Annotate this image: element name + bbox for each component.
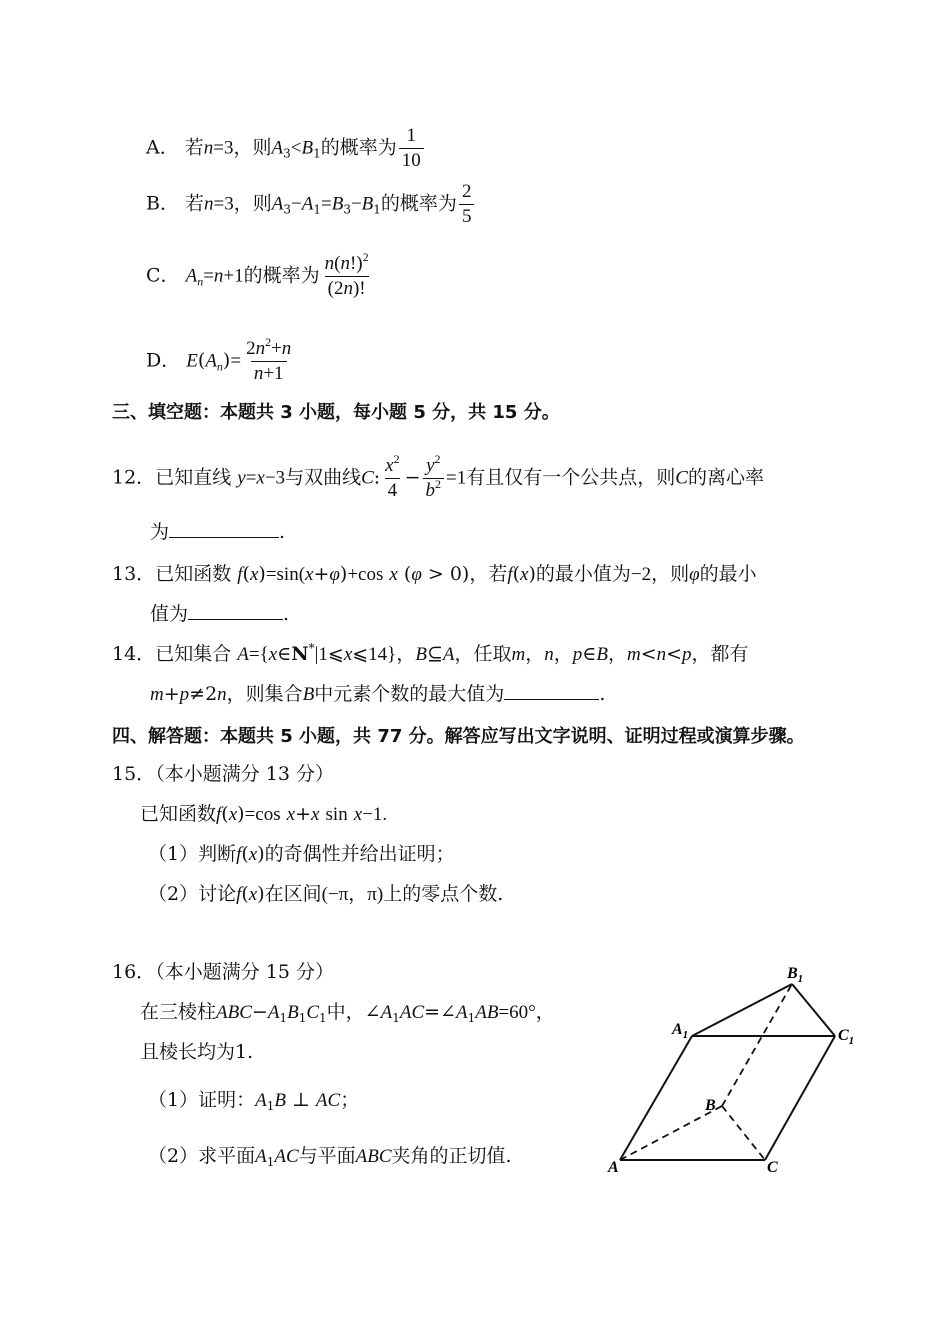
edge-cc1 <box>765 1036 835 1160</box>
edge-b1c1 <box>792 984 835 1036</box>
triangular-prism-figure <box>600 960 870 1190</box>
label-a1: $A_1$ <box>672 1021 689 1041</box>
score-note: （本小题满分 13 分） <box>155 763 334 785</box>
option-d-label: D． <box>146 349 181 372</box>
fraction-option-d: $\frac{2n^2+n}{n+1}$ <box>246 335 292 384</box>
fraction-1-10: $\frac{1}{10}$ <box>399 124 424 173</box>
option-b: B． 若n=3，则$A_3-A_1=B_3-B_1$的概率为 $\frac{2}{5}$ <box>146 180 476 229</box>
answer-blank[interactable] <box>504 681 599 700</box>
question-13-cont: 值为 . <box>150 603 290 625</box>
section-4-heading: 四、解答题：本题共 5 小题，共 77 分。解答应写出文字说明、证明过程或演算步骤。 <box>112 726 805 747</box>
question-number: 16． <box>112 961 156 983</box>
label-c1: $C_1$ <box>838 1027 855 1047</box>
answer-blank[interactable] <box>188 601 283 620</box>
option-c: C． $A_n=n+1$的概率为 $\frac{n(n!)^2}{(2n)!}$ <box>146 252 374 301</box>
question-15-stem: 已知函数f(x)=cos x+x sin x−1. <box>140 803 388 825</box>
fraction-2-5: $\frac{2}{5}$ <box>459 180 475 229</box>
question-12-cont: 为 . <box>150 521 286 543</box>
option-d: D． $E(A_n)=$ $\frac{2n^2+n}{n+1}$ <box>146 337 296 386</box>
question-16-part-1: （1）证明：$A_1B$ ⊥ AC； <box>148 1089 360 1113</box>
option-a: A． 若n=3，则$A_3<B_1$的概率为 $\frac{1}{10}$ <box>146 124 426 173</box>
question-number: 15． <box>112 763 156 785</box>
option-c-label: C． <box>146 264 180 287</box>
question-14: 14．已知集合 A={x∈N*|1⩽x⩽14}，B⊆A，任取m，n，p∈B，m<n<p，都有 <box>112 641 749 665</box>
question-13: 13．已知函数 f(x)=sin(x+φ)+cos x (φ > 0)，若f(x)的最小值为−2，则φ的最小 <box>112 563 757 585</box>
question-12: 12．已知直线 y=x−3与双曲线C: $\frac{x^2}{4}$ − $\frac{y^2}{b^2}$ =1有且仅有一个公共点，则C的离心率 <box>112 452 764 501</box>
label-b: B <box>705 1097 716 1114</box>
score-note: （本小题满分 15 分） <box>155 961 334 983</box>
label-a: A <box>608 1159 619 1176</box>
question-14-cont: m+p≠2n，则集合B中元素个数的最大值为 . <box>150 683 606 705</box>
label-b1: $B_1$ <box>787 965 804 985</box>
question-number: 13． <box>112 563 156 585</box>
question-number: 12． <box>112 466 156 489</box>
question-16-stem: 在三棱柱$ABC-A_1B_1C_1$中，$\angle A_1AC=\angle A_1AB=60^\circ$， <box>140 1001 555 1025</box>
question-16-part-2: （2）求平面$A_1AC$与平面ABC夹角的正切值. <box>148 1145 512 1169</box>
question-16-stem-cont: 且棱长均为1. <box>140 1041 254 1063</box>
question-15-part-2: （2）讨论f(x)在区间(−π，π)上的零点个数. <box>148 883 504 905</box>
edge-bc-hidden <box>722 1106 765 1160</box>
option-b-label: B． <box>146 192 179 215</box>
fraction-option-c: $\frac{n(n!)^2}{(2n)!}$ <box>324 250 369 299</box>
answer-blank[interactable] <box>169 519 279 538</box>
question-16-header <box>112 958 334 986</box>
question-15-header <box>112 760 334 788</box>
option-a-label: A． <box>146 136 179 159</box>
question-15-part-1: （1）判断f(x)的奇偶性并给出证明； <box>148 843 455 865</box>
label-c: C <box>767 1159 778 1176</box>
question-number: 14． <box>112 643 156 665</box>
section-3-heading: 三、填空题：本题共 3 小题，每小题 5 分，共 15 分。 <box>112 402 560 423</box>
